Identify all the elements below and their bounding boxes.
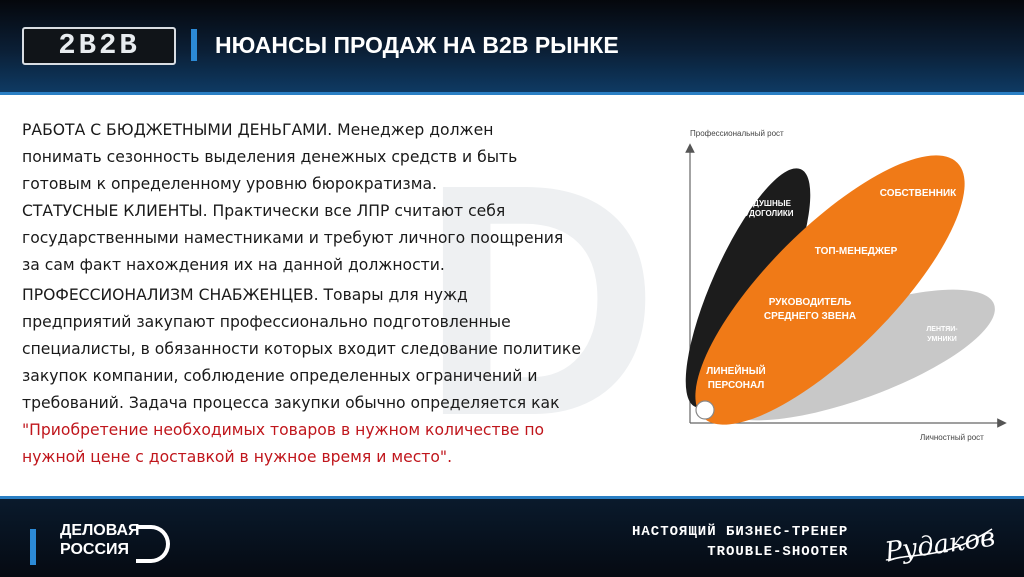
line-label-1: ЛИНЕЙНЫЙ xyxy=(706,366,766,377)
trainer-caption xyxy=(632,522,848,562)
signature-icon xyxy=(880,511,1000,571)
p2-line3: за сам факт нахождения их на данной должности. xyxy=(22,256,445,274)
trainer-line2: TROUBLE-SHOOTER xyxy=(707,544,849,560)
p2-line1: СТАТУСНЫЕ КЛИЕНТЫ. Практически все ЛПР считают себя xyxy=(22,202,506,220)
p2-line2: государственными наместниками и требуют личного поощрения xyxy=(22,229,564,247)
footer-accent-bar xyxy=(30,529,36,565)
header-bar xyxy=(0,0,1024,95)
trainer-line1: НАСТОЯЩИЙ БИЗНЕС-ТРЕНЕР xyxy=(632,524,849,540)
light-label-1: ЛЕНТЯИ- xyxy=(926,326,958,333)
x-axis-label: Личностный рост xyxy=(920,433,984,442)
origin-circle xyxy=(696,401,714,419)
title-accent-bar xyxy=(191,29,197,61)
quote-line2: нужной цене с доставкой в нужное время и место". xyxy=(22,448,453,466)
slide-body xyxy=(22,117,672,471)
quote-line1: "Приобретение необходимых товаров в нужном количестве по xyxy=(22,421,545,439)
slide-title: НЮАНСЫ ПРОДАЖ НА B2B РЫНКЕ xyxy=(215,32,619,58)
p3-line2: предприятий закупают профессионально подготовленные xyxy=(22,313,511,331)
p3-line3: специалисты, в обязанности которых входит следование политике xyxy=(22,340,581,358)
logo-line2: РОССИЯ xyxy=(60,541,130,558)
middle-label-1: РУКОВОДИТЕЛЬ xyxy=(768,297,852,308)
dark-label-2: ТРУДОГОЛИКИ xyxy=(734,209,794,218)
p1-line1: РАБОТА С БЮДЖЕТНЫМИ ДЕНЬГАМИ. Менеджер должен xyxy=(22,121,494,139)
p3-line4: закупок компании, соблюдение определенных ограничений и xyxy=(22,367,538,385)
p3-line1: ПРОФЕССИОНАЛИЗМ СНАБЖЕНЦЕВ. Товары для нужд xyxy=(22,286,468,304)
owner-label: СОБСТВЕННИК xyxy=(879,188,957,199)
watermark-logo: D xyxy=(420,115,660,484)
p3-line5: требований. Задача процесса закупки обычно определяется как xyxy=(22,394,560,412)
middle-label-2: СРЕДНЕГО ЗВЕНА xyxy=(763,311,857,322)
dark-label-1: БЕЗДУШНЫЕ xyxy=(737,199,791,208)
p1-line2: понимать сезонность выделения денежных средств и быть xyxy=(22,148,518,166)
footer-bar xyxy=(0,496,1024,577)
signature-text: Рудаков xyxy=(883,522,997,568)
y-axis-label: Профессиональный рост xyxy=(690,129,784,138)
d-mark-icon xyxy=(136,525,170,563)
career-diagram xyxy=(680,120,1010,450)
logo-line1: ДЕЛОВАЯ xyxy=(60,522,140,539)
top-manager-label: ТОП-МЕНЕДЖЕР xyxy=(814,246,898,257)
career-diagram-svg xyxy=(680,120,1010,450)
p1-line3: готовым к определенному уровню бюрократизма. xyxy=(22,175,437,193)
line-label-2: ПЕРСОНАЛ xyxy=(707,380,765,391)
light-label-2: УМНИКИ xyxy=(927,336,957,343)
delovaya-rossiya-logo xyxy=(60,521,140,559)
b2b-logo: 2B2B xyxy=(22,27,176,65)
